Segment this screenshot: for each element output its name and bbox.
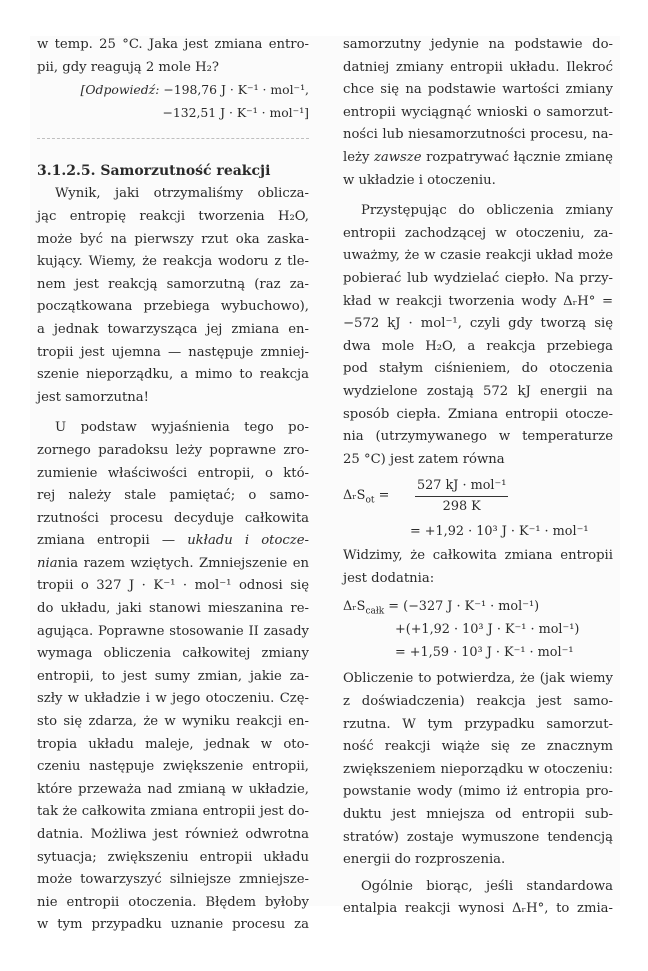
section-heading: 3.1.2.5. Samorzutność reakcji (37, 163, 271, 180)
text-line: może towarzyszyć silniejsze zmniejsze- (37, 872, 309, 888)
text-fragment: rozpatrywać łącznie zmianę (421, 149, 613, 165)
text-fragment: zmiana entropii — (37, 533, 188, 549)
answer-label: [Odpowiedź: (80, 82, 160, 98)
text-line: a jednak towarzysząca jej zmiana en- (37, 321, 309, 337)
text-line: jest dodatnia: (343, 570, 435, 586)
text-line: tak że całkowita zmiana entropii jest do- (37, 804, 309, 820)
text-line: samorzutny jedynie na podstawie do- (343, 37, 613, 52)
text-line: które przeważa nad zmianą w układzie, (37, 781, 309, 797)
text-line: może być na pierwszy rzut oka zaska- (37, 231, 309, 247)
text-line: kład w reakcji tworzenia wody ΔᵣH° = (343, 293, 613, 309)
text-line: rzutności procesu decyduje całkowita (37, 510, 309, 526)
equation-subscript: ot (365, 495, 375, 506)
text-line: zwiększeniem nieporządku w otoczeniu: (343, 761, 613, 777)
text-line: tropii o 327 J · K⁻¹ · mol⁻¹ odnosi się (37, 578, 309, 594)
fraction-denominator: 298 K (442, 499, 481, 515)
text-line: ność reakcji wiąże się ze znacznym (343, 739, 613, 755)
text-line: datniej zmiany entropii układu. Ilekroć (343, 59, 613, 75)
text-line: wymaga obliczenia całkowitej zmiany (37, 646, 309, 662)
text-line: energii do rozproszenia. (343, 852, 506, 868)
text-line: pii, gdy reagują 2 mole H₂? (37, 59, 219, 75)
text-line: Przystępując do obliczenia zmiany (361, 203, 613, 219)
equation-line: = +1,59 · 10³ J · K⁻¹ · mol⁻¹ (395, 645, 574, 661)
equation-symbol: ΔᵣS (343, 488, 366, 504)
text-line: ności lub niesamorzutności procesu, na- (343, 127, 613, 143)
text-line: Ogólnie biorąc, jeśli standardowa (361, 878, 613, 894)
equation-symbol: ΔᵣS (343, 599, 366, 615)
paragraph-gap (37, 409, 309, 417)
text-line: nem jest reakcją samorzutną (raz za- (37, 276, 309, 292)
text-line: U podstaw wyjaśnienia tego po- (55, 420, 309, 436)
text-line: czeniu następuje zwiększenie entropii, (37, 759, 309, 775)
equation-total-entropy (343, 594, 613, 664)
equation-term: = (−327 J · K⁻¹ · mol⁻¹) (384, 599, 540, 615)
fraction (415, 477, 508, 516)
text-line: powstanie wody (mimo iż entropia pro- (343, 784, 613, 800)
text-line: duktu jest mniejsza od entropii sub- (343, 807, 613, 823)
text-line (343, 147, 613, 170)
text-line: datnia. Możliwa jest również odwrotna (37, 827, 309, 842)
exercise-answer (37, 79, 309, 102)
equation-subscript: całk (365, 607, 385, 618)
text-line: chce się na podstawie wartości zmiany (343, 82, 613, 98)
equation-result: = +1,92 · 10³ J · K⁻¹ · mol⁻¹ (410, 524, 589, 540)
text-line: kujący. Wiemy, że reakcja wodoru z tle- (37, 254, 309, 270)
text-line: nia (utrzymywanego w temperaturze (343, 429, 613, 445)
text-line: szenie nieporządku, a mimo to reakcja (37, 367, 309, 383)
text-line: tropii jest ujemna — następuje zmniej- (37, 344, 309, 360)
equation-lhs (343, 485, 389, 512)
text-line: jest samorzutna! (37, 389, 149, 405)
text-line: pod stałym ciśnieniem, do otoczenia (343, 361, 613, 377)
text-line: rej należy stale pamiętać; o samo- (37, 488, 309, 504)
left-column (37, 34, 309, 937)
emphasis-text: układu i otocze- (187, 533, 309, 549)
text-line: stratów) zostaje wymuszone tendencją (343, 829, 613, 845)
text-fragment: leży (343, 149, 374, 165)
fraction-numerator: 527 kJ · mol⁻¹ (415, 477, 508, 497)
text-line: entropii zachodzącej w otoczeniu, za- (343, 225, 613, 241)
text-line: tropia układu maleje, jednak w oto- (37, 736, 309, 752)
text-line: uważmy, że w czasie reakcji układ może (343, 248, 613, 264)
paragraph-gap (343, 192, 613, 200)
text-line (37, 553, 309, 576)
equation-entropy-surroundings (343, 477, 613, 545)
answer-value-2: −132,51 J · K⁻¹ · mol⁻¹] (162, 104, 309, 120)
text-line: z doświadczenia) reakcja jest samo- (343, 694, 613, 710)
text-fragment: nia razem wziętych. Zmniejszenie en (57, 555, 309, 571)
text-line: jąc entropię reakcji tworzenia H₂O, (37, 208, 309, 224)
equation-line: +(+1,92 · 10³ J · K⁻¹ · mol⁻¹) (395, 622, 580, 638)
emphasis-text: zawsze (373, 149, 422, 165)
text-line: 25 °C) jest zatem równa (343, 451, 505, 467)
text-line: początkowana przebiega wybuchowo), (37, 299, 309, 315)
text-line: entalpia reakcji wynosi ΔᵣH°, to zmia- (343, 901, 613, 917)
answer-value-1: −198,76 J · K⁻¹ · mol⁻¹, (159, 82, 309, 98)
text-line: −572 kJ · mol⁻¹, czyli gdy tworzą się (343, 316, 613, 332)
text-line: Obliczenie to potwierdza, że (jak wiemy (343, 671, 613, 687)
equals-sign: = (374, 488, 390, 504)
text-line: entropii wyciągnąć wnioski o samorzut- (343, 104, 613, 120)
text-line: dwa mole H₂O, a reakcja przebiega (343, 338, 613, 354)
text-line: zumienie właściwości entropii, o któ- (37, 465, 309, 481)
text-line: entropii, to jest sumy zmian, jakie za- (37, 668, 309, 684)
text-line: sposób ciepła. Zmiana entropii otocze- (343, 406, 613, 422)
text-line: w układzie i otoczeniu. (343, 172, 496, 188)
text-line: rzutna. W tym przypadku samorzut- (343, 716, 613, 732)
text-line: w temp. 25 °C. Jaka jest zmiana entro- (37, 37, 309, 52)
text-line: nie entropii otoczenia. Błędem byłoby (37, 894, 309, 910)
section-separator (37, 138, 309, 140)
text-line: agująca. Poprawne stosowanie II zasady (37, 623, 309, 639)
text-line: zornego paradoksu leży poprawne zro- (37, 442, 309, 458)
text-line: w tym przypadku uznanie procesu za (37, 917, 309, 933)
text-line (37, 530, 309, 553)
text-line: wydzielone zostają 572 kJ energii na (343, 383, 613, 399)
text-line: Widzimy, że całkowita zmiana entropii (343, 548, 613, 564)
text-line: Wynik, jaki otrzymaliśmy oblicza- (55, 186, 309, 202)
text-line: sytuacja; zwiększeniu entropii układu (37, 849, 309, 865)
text-line: pobierać lub wydzielać ciepło. Na przy- (343, 270, 613, 286)
text-line: szły w układzie i w jego otoczeniu. Czę- (37, 691, 309, 707)
text-line: sto się zdarza, że w wyniku reakcji en- (37, 714, 309, 730)
right-column (343, 34, 613, 921)
text-line: do układu, jaki stanowi mieszanina re- (37, 601, 309, 617)
emphasis-text: nia (37, 555, 58, 571)
